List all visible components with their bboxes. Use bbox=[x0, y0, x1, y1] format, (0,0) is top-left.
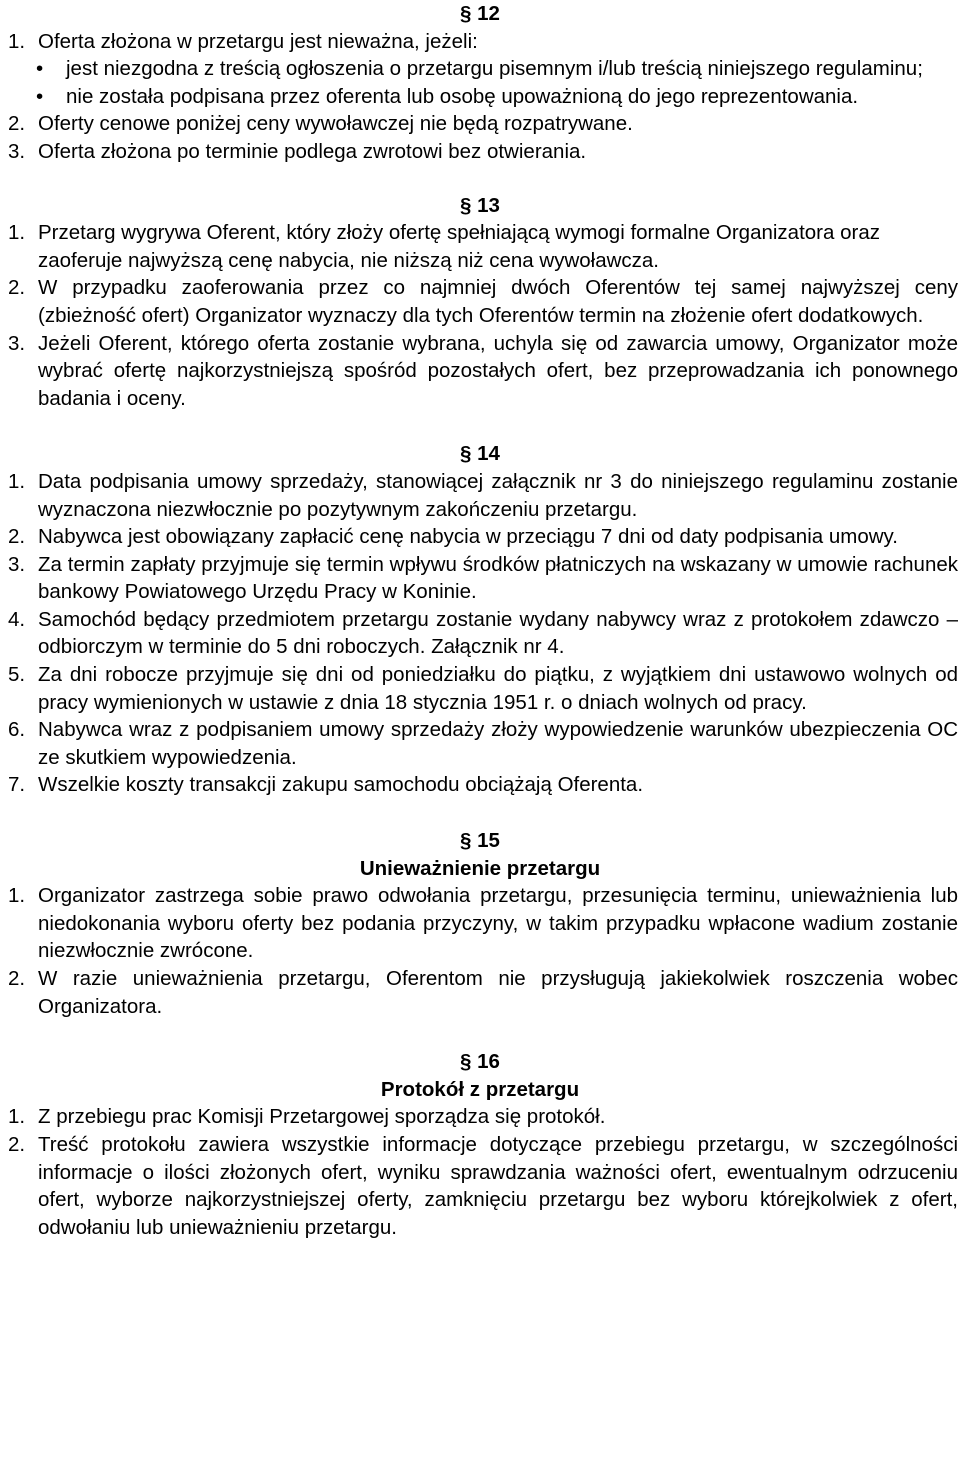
item-text: Samochód będący przedmiotem przetargu zostanie wydany nabywcy wraz z protokołem zdawczo – odbiorczym w terminie do 5 dni roboczych. Załącznik nr 4. bbox=[38, 607, 958, 659]
list-item bbox=[8, 28, 960, 56]
item-number: 2. bbox=[8, 967, 26, 990]
item-number: 3. bbox=[8, 331, 26, 355]
section-16 bbox=[8, 1048, 960, 1241]
bullet-item bbox=[8, 83, 960, 111]
list-item bbox=[8, 138, 960, 166]
list-item bbox=[8, 606, 960, 661]
list-item bbox=[8, 965, 960, 1020]
list-item bbox=[8, 110, 960, 138]
section-heading: § 12 bbox=[460, 2, 500, 25]
list-item bbox=[8, 661, 960, 716]
bullet-icon: • bbox=[36, 84, 44, 108]
item-text: W razie unieważnienia przetargu, Oferentom nie przysługują jakiekolwiek roszczenia wobec Organizatora. bbox=[38, 967, 958, 1018]
item-number: 1. bbox=[8, 469, 26, 493]
item-number: 3. bbox=[8, 139, 26, 163]
bullet-text: nie została podpisana przez oferenta lub osobę upoważnioną do jego reprezentowania. bbox=[66, 84, 859, 108]
section-13 bbox=[8, 192, 960, 413]
item-text: Nabywca wraz z podpisaniem umowy sprzedaży złoży wypowiedzenie warunków ubezpieczenia OC ze skutkiem wypowiedzenia. bbox=[38, 718, 958, 769]
item-text: Oferty cenowe poniżej ceny wywoławczej nie będą rozpatrywane. bbox=[38, 112, 633, 136]
bullet-text: jest niezgodna z treścią ogłoszenia o przetargu pisemnym i/lub treścią niniejszego regulaminu; bbox=[66, 57, 923, 81]
item-text: Za termin zapłaty przyjmuje się termin wpływu środków płatniczych na wskazany w umowie rachunek bankowy Powiatowego Urzędu Pracy w Koninie. bbox=[38, 552, 958, 604]
section-heading: § 13 bbox=[460, 193, 500, 217]
section-14 bbox=[8, 440, 960, 799]
spacer bbox=[8, 799, 960, 827]
list-item bbox=[8, 219, 960, 274]
spacer bbox=[8, 1020, 960, 1048]
spacer bbox=[8, 412, 960, 440]
list-item bbox=[8, 551, 960, 606]
item-text: Wszelkie koszty transakcji zakupu samochodu obciążają Oferenta. bbox=[38, 773, 644, 797]
item-text: Treść protokołu zawiera wszystkie informacje dotyczące przebiegu przetargu, w szczególności informacje o ilości złożonych ofert, wyniku sprawdzania ważności ofert, ewentualnym odrzuceniu ofert, wyborze najkorzystniejszej oferty, zamknięciu przetargu bez wyboru którejkolwiek z ofert, odwołaniu lub unieważnieniu przetargu. bbox=[38, 1132, 958, 1239]
bullet-icon: • bbox=[36, 57, 44, 81]
section-subtitle: Protokół z przetargu bbox=[380, 1077, 580, 1101]
item-text: Przetarg wygrywa Oferent, który złoży ofertę spełniającą wymogi formalne Organizatora oraz zaoferuje najwyższą cenę nabycia, nie niższą niż cena wywoławcza. bbox=[38, 221, 880, 272]
section-heading: § 16 bbox=[460, 1050, 500, 1074]
spacer bbox=[8, 166, 960, 192]
item-text: Oferta złożona po terminie podlega zwrotowi bez otwierania. bbox=[38, 139, 587, 163]
item-number: 1. bbox=[8, 221, 26, 245]
item-number: 7. bbox=[8, 773, 26, 797]
section-12 bbox=[8, 0, 960, 166]
item-text: Z przebiegu prac Komisji Przetargowej sporządza się protokół. bbox=[38, 1105, 606, 1129]
item-number: 4. bbox=[8, 607, 26, 631]
item-text: Jeżeli Oferent, którego oferta zostanie wybrana, uchyla się od zawarcia umowy, Organizator może wybrać ofertę najkorzystniejszą spośród pozostałych ofert, bez przeprowadzania ich ponownego badania i oceny. bbox=[38, 331, 958, 410]
item-number: 1. bbox=[8, 29, 26, 53]
item-number: 2. bbox=[8, 525, 26, 549]
section-heading: § 14 bbox=[460, 442, 500, 466]
item-number: 2. bbox=[8, 1132, 26, 1156]
list-item bbox=[8, 882, 960, 965]
item-text: Data podpisania umowy sprzedaży, stanowiącej załącznik nr 3 do niniejszego regulaminu zostanie wyznaczona niezwłocznie po pozytywnym zakończeniu przetargu. bbox=[38, 469, 958, 521]
list-item bbox=[8, 523, 960, 551]
list-item bbox=[8, 468, 960, 523]
section-15 bbox=[8, 827, 960, 1020]
list-item bbox=[8, 330, 960, 413]
item-number: 2. bbox=[8, 276, 26, 300]
bullet-item bbox=[8, 55, 960, 83]
item-text: Organizator zastrzega sobie prawo odwołania przetargu, przesunięcia terminu, unieważnienia lub niedokonania wyboru oferty bez podania przyczyny, w takim przypadku wpłacone wadium zostanie niezwłocznie zwrócone. bbox=[38, 884, 958, 963]
item-text: W przypadku zaoferowania przez co najmniej dwóch Oferentów tej samej najwyższej ceny (zbieżność ofert) Organizator wyznaczy dla tych Oferentów termin na złożenie ofert dodatkowych. bbox=[38, 276, 958, 327]
section-subtitle: Unieważnienie przetargu bbox=[359, 856, 601, 880]
item-number: 3. bbox=[8, 552, 26, 576]
list-item bbox=[8, 1103, 960, 1131]
item-number: 6. bbox=[8, 718, 26, 742]
item-number: 2. bbox=[8, 112, 26, 136]
list-item bbox=[8, 771, 960, 799]
item-text: Za dni robocze przyjmuje się dni od poniedziałku do piątku, z wyjątkiem dni ustawowo wolnych od pracy wymienionych w ustawie z dnia 18 stycznia 1951 r. o dniach wolnych od pracy. bbox=[38, 663, 958, 714]
item-number: 5. bbox=[8, 663, 26, 687]
item-text: Oferta złożona w przetargu jest nieważna, jeżeli: bbox=[38, 29, 478, 53]
list-item bbox=[8, 716, 960, 771]
list-item bbox=[8, 274, 960, 329]
item-number: 1. bbox=[8, 884, 26, 908]
item-text: Nabywca jest obowiązany zapłacić cenę nabycia w przeciągu 7 dni od daty podpisania umowy. bbox=[38, 525, 898, 549]
section-heading: § 15 bbox=[460, 829, 500, 853]
list-item bbox=[8, 1131, 960, 1241]
item-number: 1. bbox=[8, 1105, 26, 1129]
